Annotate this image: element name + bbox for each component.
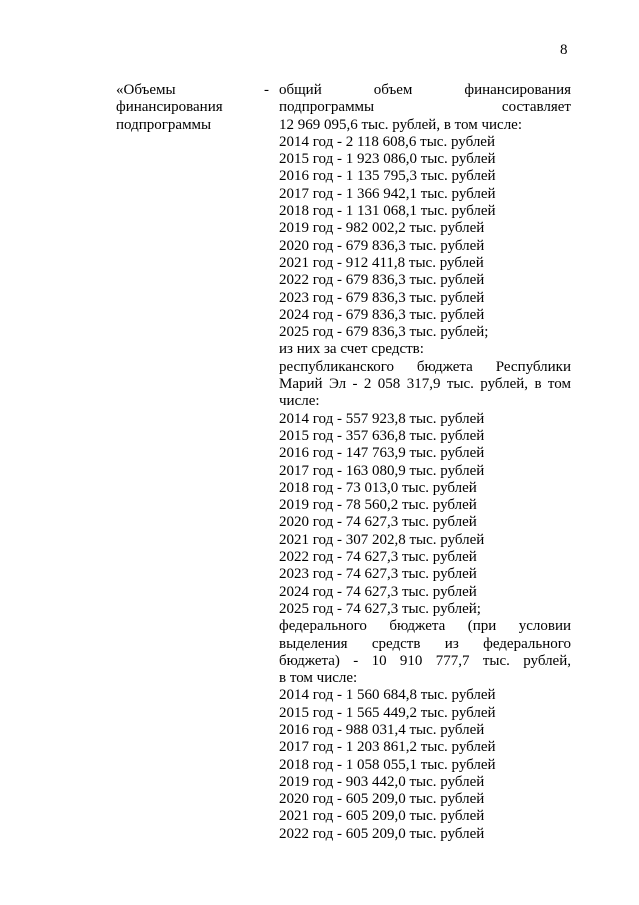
funding-line: Марий Эл - 2 058 317,9 тыс. рублей, в том [279, 376, 571, 393]
funding-line: 2019 год - 78 560,2 тыс. рублей [279, 497, 477, 514]
funding-line: бюджета) - 10 910 777,7 тыс. рублей, [279, 652, 571, 669]
section-label-line: подпрограммы [116, 116, 212, 133]
funding-line: 2024 год - 74 627,3 тыс. рублей [279, 583, 477, 600]
funding-line: 2020 год - 679 836,3 тыс. рублей [279, 237, 485, 254]
funding-line: 2025 год - 679 836,3 тыс. рублей; [279, 324, 489, 341]
funding-line: 2023 год - 74 627,3 тыс. рублей [279, 566, 477, 583]
funding-line: 2014 год - 2 118 608,6 тыс. рублей [279, 133, 495, 150]
funding-line: 2019 год - 982 002,2 тыс. рублей [279, 220, 485, 237]
funding-line: 2021 год - 605 209,0 тыс. рублей [279, 808, 485, 825]
funding-line: 2016 год - 988 031,4 тыс. рублей [279, 721, 485, 738]
funding-line: федерального бюджета (при условии [279, 618, 571, 635]
funding-line: 2016 год - 147 763,9 тыс. рублей [279, 445, 485, 462]
funding-line: 2021 год - 912 411,8 тыс. рублей [279, 254, 484, 271]
funding-line: 12 969 095,6 тыс. рублей, в том числе: [279, 116, 523, 133]
funding-line: числе: [279, 393, 320, 410]
funding-line: общий объем финансирования [279, 82, 571, 98]
funding-line: 2020 год - 74 627,3 тыс. рублей [279, 514, 477, 531]
funding-line: 2023 год - 679 836,3 тыс. рублей [279, 289, 485, 306]
funding-line: 2024 год - 679 836,3 тыс. рублей [279, 306, 485, 323]
funding-line: 2017 год - 1 203 861,2 тыс. рублей [279, 739, 496, 756]
funding-line: 2015 год - 357 636,8 тыс. рублей [279, 427, 485, 444]
funding-line: в том числе: [279, 670, 358, 687]
funding-line: из них за счет средств: [279, 341, 424, 358]
funding-line: 2017 год - 163 080,9 тыс. рублей [279, 462, 485, 479]
funding-line: 2019 год - 903 442,0 тыс. рублей [279, 773, 485, 790]
separator-dash: - [264, 82, 269, 98]
funding-line: 2015 год - 1 923 086,0 тыс. рублей [279, 151, 496, 168]
funding-line: подпрограммы составляет [279, 99, 571, 116]
funding-line: 2022 год - 605 209,0 тыс. рублей [279, 825, 485, 842]
funding-line: 2015 год - 1 565 449,2 тыс. рублей [279, 704, 496, 721]
section-label [116, 82, 266, 134]
funding-line: 2014 год - 557 923,8 тыс. рублей [279, 410, 485, 427]
funding-line: 2016 год - 1 135 795,3 тыс. рублей [279, 168, 496, 185]
section-label-line: финансирования [116, 99, 223, 116]
funding-line: 2018 год - 1 058 055,1 тыс. рублей [279, 756, 496, 773]
funding-line: 2020 год - 605 209,0 тыс. рублей [279, 791, 485, 808]
funding-line: 2022 год - 679 836,3 тыс. рублей [279, 272, 485, 289]
funding-line: 2017 год - 1 366 942,1 тыс. рублей [279, 185, 496, 202]
section-label-line: «Объемы [116, 82, 176, 98]
funding-line: 2018 год - 1 131 068,1 тыс. рублей [279, 203, 496, 220]
funding-line: 2025 год - 74 627,3 тыс. рублей; [279, 600, 481, 617]
funding-line: выделения средств из федерального [279, 635, 571, 652]
page-number: 8 [560, 42, 568, 58]
funding-line: 2022 год - 74 627,3 тыс. рублей [279, 549, 477, 566]
funding-details [279, 82, 571, 843]
funding-line: 2021 год - 307 202,8 тыс. рублей [279, 531, 485, 548]
funding-line: республиканского бюджета Республики [279, 358, 571, 375]
funding-line: 2018 год - 73 013,0 тыс. рублей [279, 479, 477, 496]
funding-line: 2014 год - 1 560 684,8 тыс. рублей [279, 687, 496, 704]
